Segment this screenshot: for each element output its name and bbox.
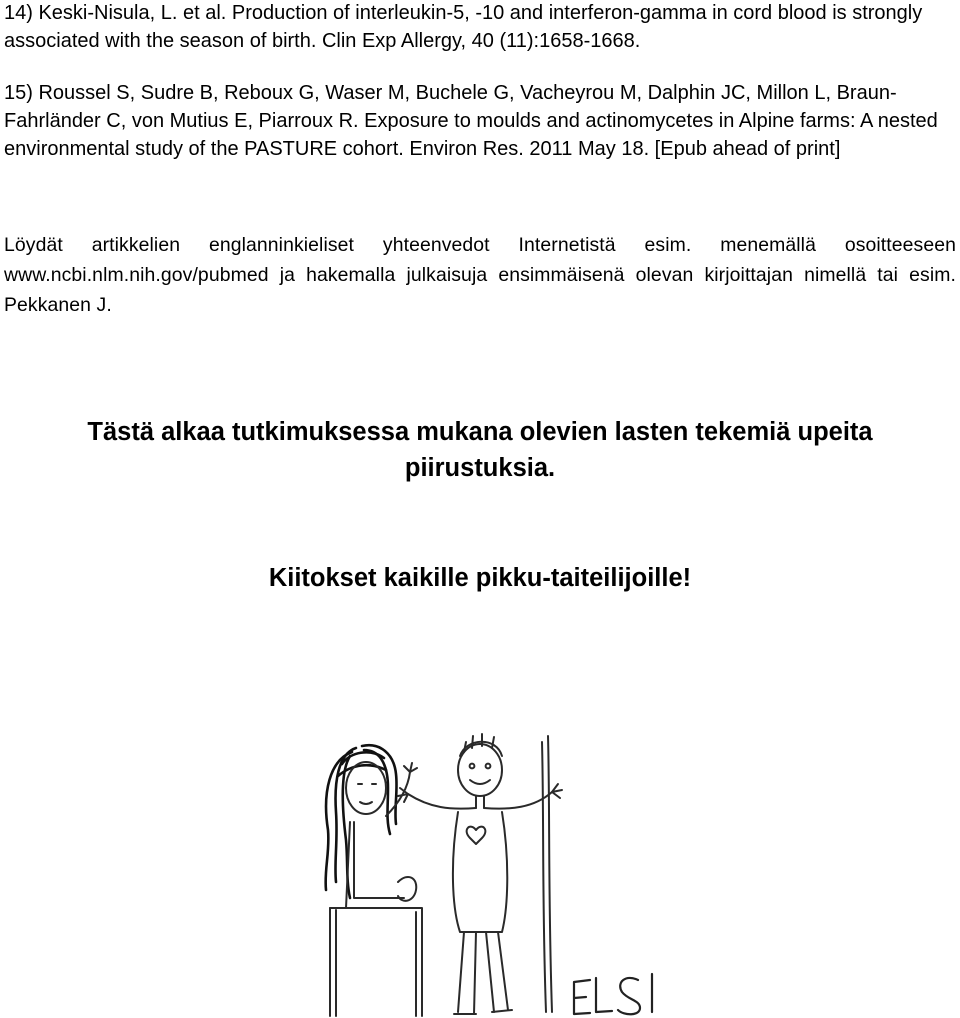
child-drawing-icon: [290, 712, 690, 1018]
drawings-heading: [0, 414, 960, 486]
reference-15: 15) Roussel S, Sudre B, Reboux G, Waser M, Buchele G, Vacheyrou M, Dalphin JC, Millon L, Braun-Fahrländer C, von Mutius E, Piarroux R. Exposure to moulds and actinomycetes in Alpine farms: A nested environmental study of the PASTURE cohort. Environ Res. 2011 May 18. [Epub ahead of print]: [4, 82, 938, 160]
right-figure-arm-left: [408, 794, 476, 809]
right-figure-neck: [476, 796, 484, 808]
chair-outline: [330, 908, 422, 1016]
signature-elsi: [574, 974, 652, 1014]
left-figure-body: [346, 822, 410, 908]
door-line: [548, 736, 552, 1012]
right-figure-eye-right: [486, 764, 491, 769]
right-figure-leg-left: [458, 932, 476, 1014]
right-figure-leg-right: [486, 932, 508, 1012]
reference-14: 14) Keski-Nisula, L. et al. Production of interleukin-5, -10 and interferon-gamma in cord blood is strongly associated with the season of birth. Clin Exp Allergy, 40 (11):1658-1668.: [4, 2, 923, 52]
right-figure-body: [453, 812, 507, 932]
right-figure-eye-left: [470, 764, 475, 769]
pubmed-note: Löydät artikkelien englanninkieliset yhteenvedot Internetistä esim. menemällä osoitteeseen www.ncbi.nlm.nih.gov/pubmed ja hakemalla julkaisuja ensimmäisenä olevan kirjoittajan nimellä tai esim. Pekkanen J.: [4, 234, 956, 316]
right-figure-arm-right: [484, 792, 552, 809]
left-figure-hair: [326, 745, 397, 898]
thanks-heading: Kiitokset kaikille pikku-taiteilijoille!: [268, 564, 692, 592]
heart-icon: [467, 827, 486, 844]
left-figure-mouth: [360, 802, 372, 804]
left-figure-face: [346, 762, 386, 814]
drawings-heading-line-1: Tästä alkaa tutkimuksessa mukana olevien lasten tekemiä upeita: [87, 418, 873, 446]
right-figure-mouth: [470, 780, 490, 784]
drawings-heading-line-2: piirustuksia.: [404, 454, 556, 482]
